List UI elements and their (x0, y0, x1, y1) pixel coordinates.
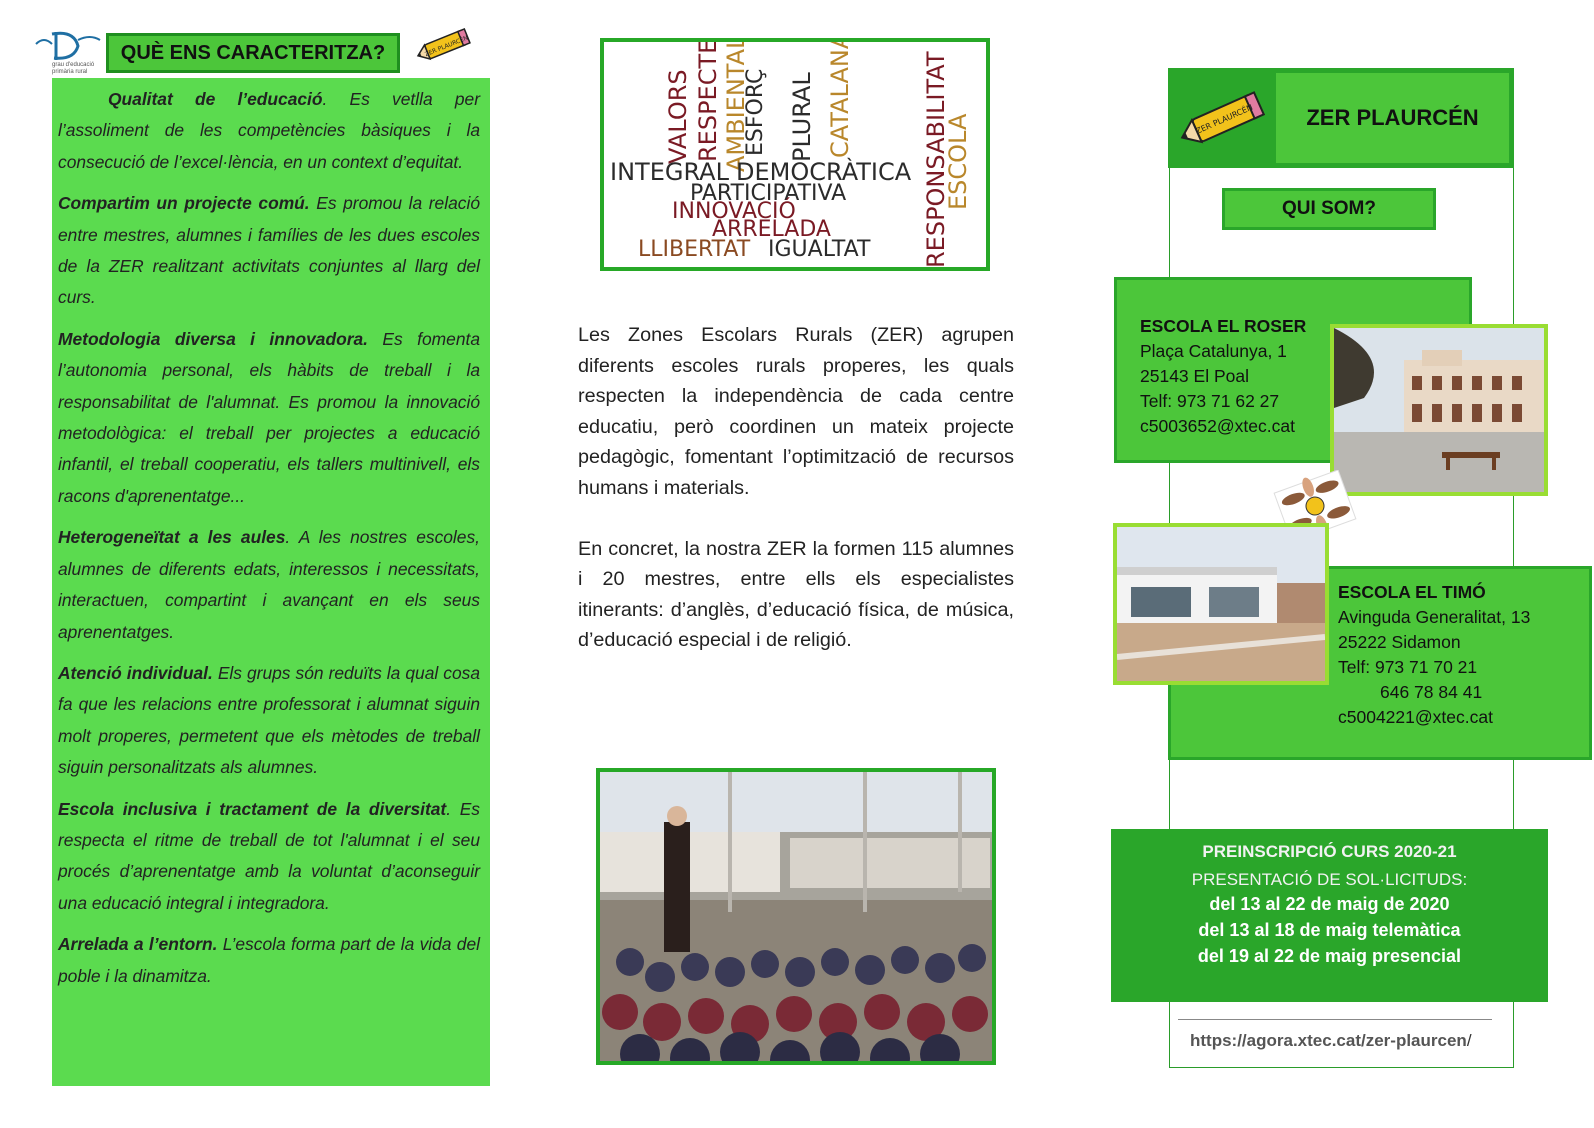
school-info-el-timo (1338, 580, 1530, 730)
school-event-photo (596, 768, 996, 1065)
word-cloud-svg (604, 42, 986, 267)
word: ESFORÇ (743, 68, 768, 156)
logo-icon (34, 26, 102, 66)
preregistration-date: del 19 al 22 de maig presencial (1197, 946, 1462, 966)
feature-item (58, 188, 480, 314)
feature-text: A les nostres escoles, alumnes de diferents edats, interessos i necessitats, interactuen, compartint i avançant en els seus aprenentatges. (58, 527, 480, 642)
school-phone: Telf: 973 71 62 27 (1140, 391, 1280, 411)
zer-intro (578, 320, 1014, 686)
school-postal: 25143 El Poal (1140, 366, 1249, 386)
word: VALORS (664, 69, 692, 164)
feature-item (58, 84, 480, 178)
school-building-illustration (1117, 527, 1325, 681)
feature-heading: Arrelada a l’entorn. (58, 934, 218, 955)
word: PARTICIPATIVA (690, 181, 847, 206)
preregistration-date: del 13 al 18 de maig telemàtica (1198, 920, 1461, 940)
feature-heading: Heterogeneïtat a les aules (58, 527, 286, 548)
school-info-el-roser (1140, 314, 1306, 439)
preregistration-box (1111, 829, 1548, 1002)
feature-text: Els grups són reduïts la qual cosa fa que les relacions entre professorat i alumnat siguin molt properes, permetent que els mètodes de treball siguin personalitzats als alumnes. (58, 662, 480, 778)
school-postal: 25222 Sidamon (1338, 632, 1461, 652)
feature-heading: Escola inclusiva i tractament de la diversitat (58, 798, 447, 819)
zer-title: ZER PLAURCÉN (1276, 73, 1509, 163)
feature-heading: Compartim un projecte comú. (58, 193, 310, 214)
logo-caption: grau d'educació primària rural (52, 62, 95, 75)
school-email: c5003652@xtec.cat (1140, 416, 1295, 436)
word: CATALANA (826, 42, 854, 158)
school-name: ESCOLA EL ROSER (1140, 316, 1307, 336)
word: ARRELADA (712, 217, 831, 242)
intro-paragraph: En concret, la nostra ZER la formen 115 alumnes i 20 mestres, entre ells els especialistes itinerants: d’anglès, d’educació física, de música, d’educació especial i de religió. (578, 537, 1014, 652)
feature-heading: Qualitat de l’educació (108, 89, 323, 109)
intro-paragraph: Les Zones Escolars Rurals (ZER) agrupen diferents escoles rurals properes, les quals respecten la independència de cada centre educatiu, però coordinen un mateix projecte pedagògic, fomentant l’optimització de recursos humans i materials. (578, 324, 1014, 499)
feature-text: Es vetlla per l’assoliment de les competències bàsiques i la consecució de l’excel·lència, en un context d’equitat. (58, 89, 480, 172)
website-url[interactable]: https://agora.xtec.cat/zer-plaurcen (1190, 1031, 1467, 1050)
word: INNOVACIÓ (672, 199, 796, 224)
event-photo-illustration (600, 772, 992, 1061)
feature-text: Es respecta el ritme de treball de tot l'alumnat i el seu procés d’aprenentatge amb la voluntat d’aconseguir una educació integral i integradora. (58, 798, 480, 913)
feature-item (58, 522, 480, 648)
word: ESCOLA (944, 113, 972, 210)
feature-heading: Atenció individual. (58, 662, 213, 683)
features-panel (52, 78, 490, 1086)
feature-text: Es promou la relació entre mestres, alumnes i famílies de les dues escoles de la ZER realitzant activitats conjuntes al llarg del curs. (58, 193, 480, 308)
word: AMBIENTAL (722, 42, 750, 172)
preregistration-date: del 13 al 22 de maig de 2020 (1209, 894, 1450, 914)
school-email: c5004221@xtec.cat (1338, 707, 1493, 727)
pencil-icon (416, 24, 476, 66)
preregistration-subtitle: PRESENTACIÓ DE SOL·LICITUDS: (1191, 870, 1468, 889)
school-photo-el-roser (1330, 324, 1548, 496)
divider (1169, 1067, 1514, 1068)
website-url-slash: / (1466, 1031, 1472, 1050)
feature-heading-end: . (285, 527, 291, 548)
feature-item (58, 929, 480, 992)
word: DEMOCRÀTICA (736, 158, 912, 186)
who-we-are-title: QUI SOM? (1222, 188, 1436, 230)
school-phone-2: 646 78 84 41 (1380, 682, 1483, 702)
school-phone: Telf: 973 71 70 21 (1338, 657, 1478, 677)
values-word-cloud (600, 38, 990, 271)
feature-item (58, 658, 480, 784)
features-title: QUÈ ENS CARACTERITZA? (106, 33, 400, 73)
feature-text: L’escola forma part de la vida del poble i la dinamitza. (58, 934, 480, 986)
website-link[interactable] (1190, 1031, 1472, 1051)
feature-heading-end: . (322, 89, 328, 109)
school-address: Avinguda Generalitat, 13 (1338, 607, 1531, 627)
feature-heading-end: . (446, 798, 452, 819)
feature-item (58, 324, 480, 512)
pencil-icon (1178, 80, 1274, 156)
word: LLIBERTAT (638, 237, 751, 262)
word: RESPECTE (694, 42, 722, 162)
preregistration-title: PREINSCRIPCIÓ CURS 2020-21 (1202, 842, 1457, 861)
feature-text: Es fomenta l’autonomia personal, els hàbits de treball i la responsabilitat de l'alumnat. Es promou la innovació metodològica: el treball per projectes a educació infantil, el treball cooperatiu, els tallers multinivell, els racons d'aprenentatge... (58, 328, 480, 506)
feature-item (58, 794, 480, 920)
feature-heading: Metodologia diversa i innovadora. (58, 328, 368, 349)
divider (1178, 1019, 1492, 1020)
pencil-label: ZER PLAURCÉN (1194, 102, 1255, 136)
school-address: Plaça Catalunya, 1 (1140, 341, 1287, 361)
school-photo-el-timo (1113, 523, 1329, 685)
word: INTEGRAL (610, 158, 729, 186)
school-name: ESCOLA EL TIMÓ (1338, 582, 1486, 602)
school-building-illustration (1334, 328, 1544, 492)
word: IGUALTAT (768, 237, 871, 262)
word: RESPONSABILITAT (922, 51, 950, 267)
word: PLURAL (788, 72, 816, 162)
pencil-label: ZER PLAURCÉN (423, 34, 470, 59)
